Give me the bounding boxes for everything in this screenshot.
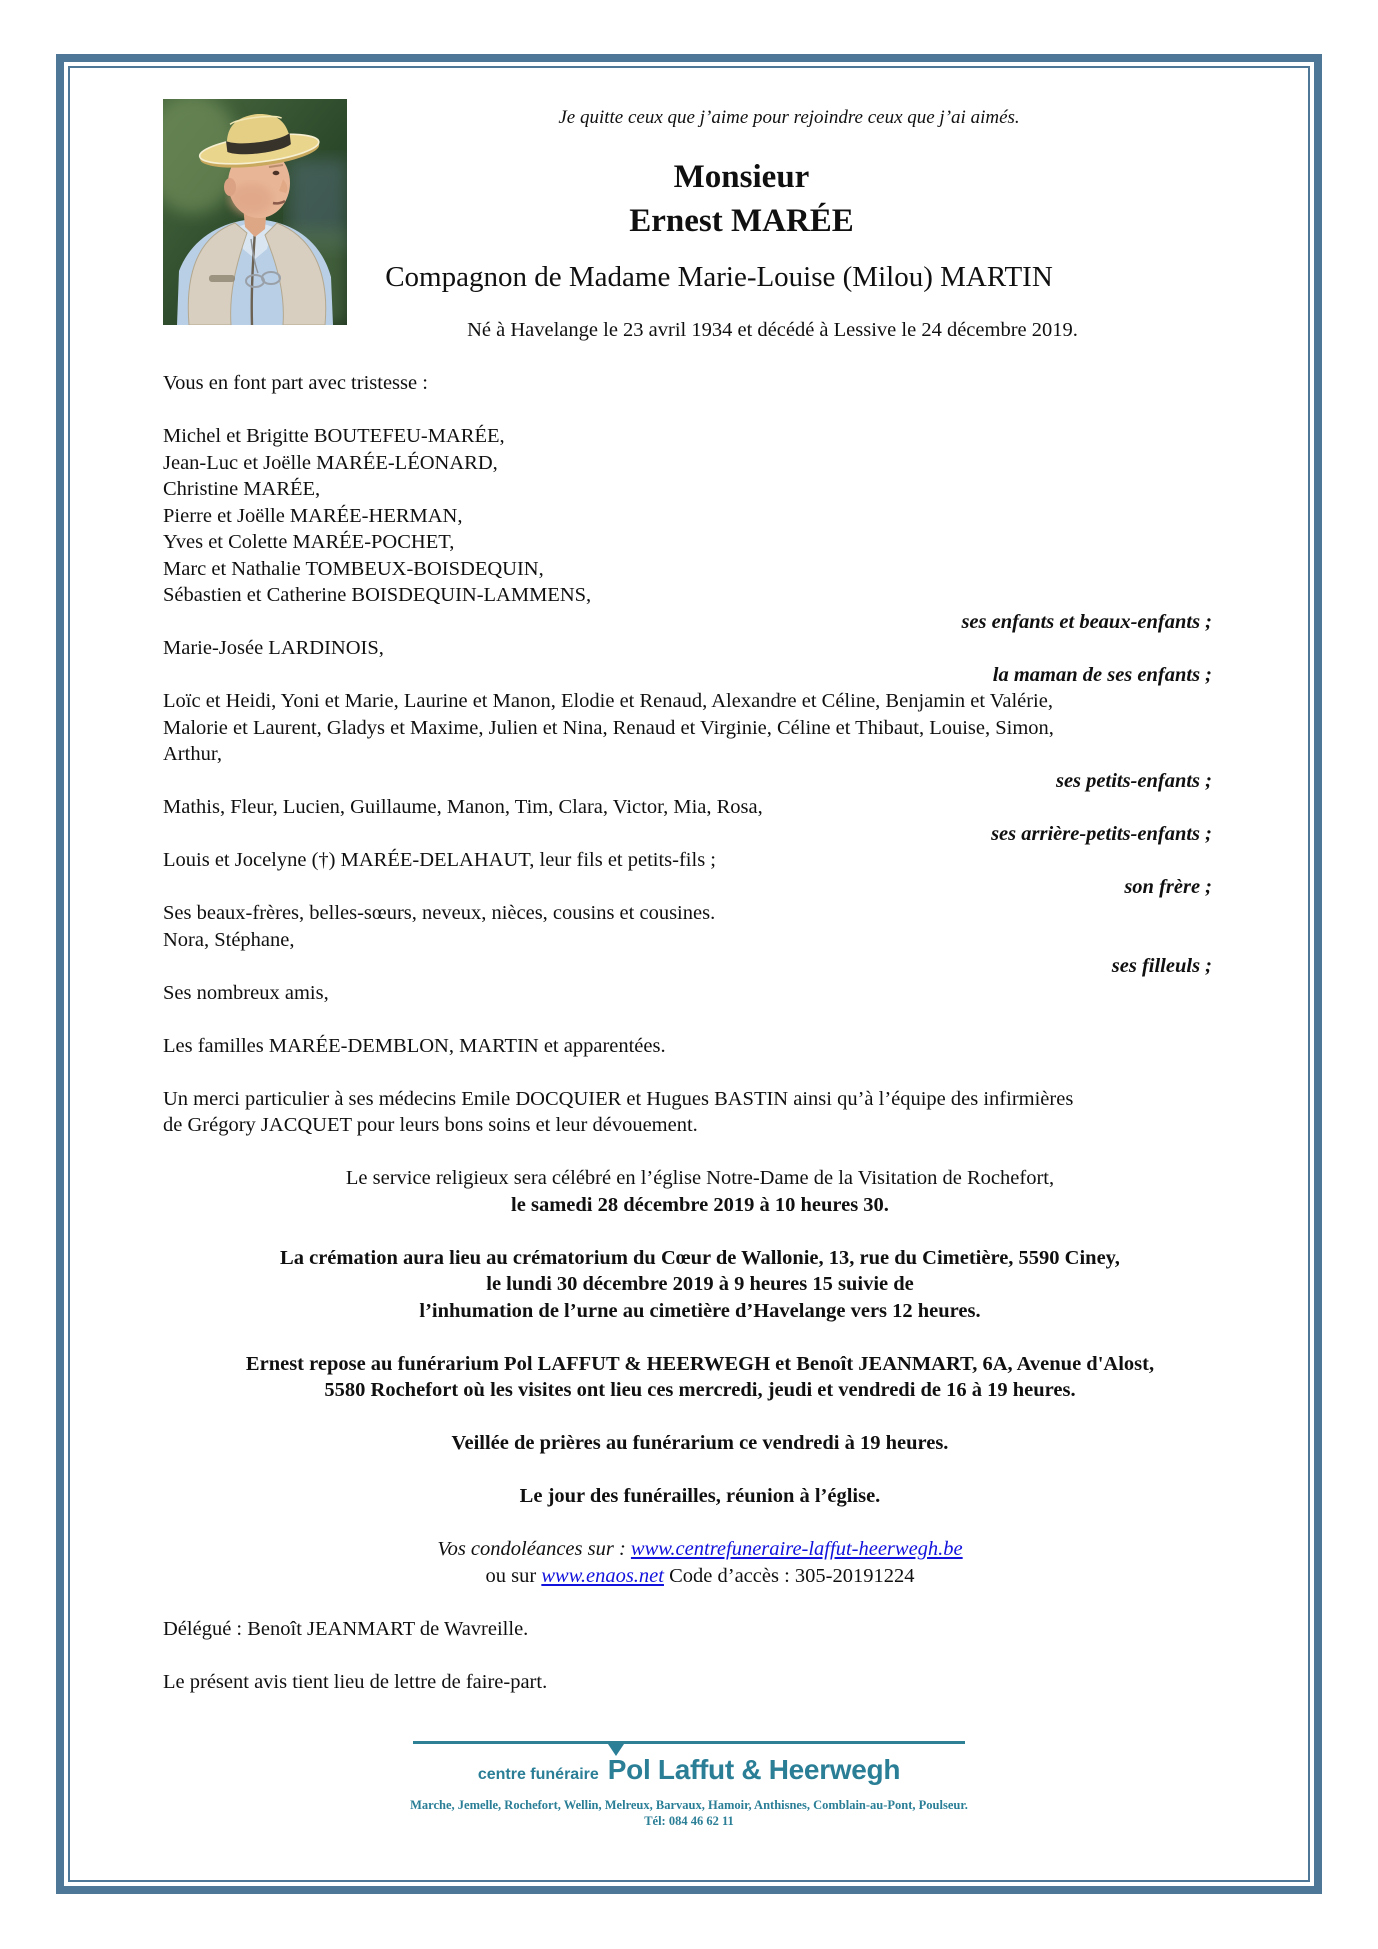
announcement-line: Un merci particulier à ses médecins Emile DOCQUIER et Hugues BASTIN ainsi qu’à l’équipe des infirmières bbox=[163, 1087, 1074, 1110]
announcement-line: Marie-Josée LARDINOIS, bbox=[163, 637, 384, 659]
funeral-home-logo bbox=[70, 1753, 1308, 1792]
spacer-line bbox=[163, 1510, 1212, 1537]
page-border-inner-line bbox=[68, 66, 1310, 1882]
announcement-line: Pierre et Joëlle MARÉE-HERMAN, bbox=[163, 504, 463, 527]
relation-label-line: la maman de ses enfants ; bbox=[992, 663, 1212, 686]
spacer-line bbox=[163, 1139, 1212, 1166]
condolence-text: Code d’accès : 305-20191224 bbox=[663, 1564, 915, 1587]
announcement-line: Malorie et Laurent, Gladys et Maxime, Julien et Nina, Renaud et Virginie, Céline et Thibaut, Louise, Simon, bbox=[163, 716, 1054, 739]
spacer-line bbox=[163, 1642, 1212, 1669]
ceremony-line: le lundi 30 décembre 2019 à 9 heures 15 suivie de bbox=[486, 1273, 914, 1295]
announcement-line: Les familles MARÉE-DEMBLON, MARTIN et apparentées. bbox=[163, 1034, 666, 1057]
announcement-line: Christine MARÉE, bbox=[163, 478, 321, 500]
spacer-line bbox=[163, 1457, 1212, 1484]
announcement-line: Délégué : Benoît JEANMART de Wavreille. bbox=[163, 1617, 529, 1640]
ceremony-line: 5580 Rochefort où les visites ont lieu ces mercredi, jeudi et vendredi de 16 à 19 heures. bbox=[324, 1379, 1076, 1401]
spacer-line bbox=[163, 397, 1212, 424]
spacer-line bbox=[163, 1218, 1212, 1245]
brand-name-text: Pol Laffut & Heerwegh bbox=[607, 1754, 901, 1785]
condolence-text: ou sur bbox=[485, 1564, 542, 1587]
announcement-line: Sébastien et Catherine BOISDEQUIN-LAMMENS, bbox=[163, 584, 592, 606]
relation-label-line: ses enfants et beaux-enfants ; bbox=[961, 610, 1212, 633]
spacer-line bbox=[163, 1059, 1212, 1086]
brand-name bbox=[608, 1753, 900, 1787]
announcement-line: Mathis, Fleur, Lucien, Guillaume, Manon, Tim, Clara, Victor, Mia, Rosa, bbox=[163, 796, 763, 818]
page-border-frame bbox=[56, 54, 1322, 1894]
announcement-line: Le présent avis tient lieu de lettre de faire-part. bbox=[163, 1670, 548, 1693]
ceremony-line: La crémation aura lieu au crématorium du Cœur de Wallonie, 13, rue du Cimetière, 5590 Ciney, bbox=[280, 1246, 1120, 1269]
condolence-link[interactable]: www.enaos.net bbox=[541, 1564, 664, 1587]
spacer-line bbox=[163, 1006, 1212, 1033]
footer-divider-line bbox=[413, 1741, 965, 1744]
deceased-name: Ernest MARÉE bbox=[629, 203, 854, 239]
spacer-line bbox=[163, 1589, 1212, 1616]
brand-phone: Tél: 084 46 62 11 bbox=[644, 1814, 734, 1828]
announcement-line: Vous en font part avec tristesse : bbox=[163, 372, 428, 394]
portrait-photo-image bbox=[163, 99, 347, 325]
announcement-line: de Grégory JACQUET pour leurs bons soins et leur dévouement. bbox=[163, 1114, 698, 1136]
spacer-line bbox=[163, 1324, 1212, 1351]
announcement-line: Nora, Stéphane, bbox=[163, 928, 295, 951]
deceased-title: Monsieur bbox=[673, 159, 810, 195]
announcement-line: Loïc et Heidi, Yoni et Marie, Laurine et Manon, Elodie et Renaud, Alexandre et Céline, Benjamin et Valérie, bbox=[163, 690, 1053, 712]
relation-label-line: ses filleuls ; bbox=[1111, 955, 1212, 977]
obituary-page bbox=[70, 68, 1308, 1880]
ceremony-line: Le jour des funérailles, réunion à l’église. bbox=[519, 1485, 881, 1507]
condolence-text: Vos condoléances sur : bbox=[437, 1538, 631, 1560]
announcement-line: Arthur, bbox=[163, 743, 222, 765]
brand-small-label: centre funéraire bbox=[477, 1766, 599, 1783]
life-dates-line: Né à Havelange le 23 avril 1934 et décédé à Lessive le 24 décembre 2019. bbox=[467, 319, 1078, 341]
announcement-body bbox=[163, 317, 1212, 1695]
ceremony-line: Ernest repose au funérarium Pol LAFFUT & HEERWEGH et Benoît JEANMART, 6A, Avenue d'Alost, bbox=[245, 1352, 1155, 1375]
ceremony-line: l’inhumation de l’urne au cimetière d’Havelange vers 12 heures. bbox=[419, 1299, 981, 1322]
announcement-line: Michel et Brigitte BOUTEFEU-MARÉE, bbox=[163, 425, 505, 447]
announcement-line: Marc et Nathalie TOMBEUX-BOISDEQUIN, bbox=[163, 557, 544, 580]
announcement-line: Jean-Luc et Joëlle MARÉE-LÉONARD, bbox=[163, 451, 498, 474]
condolence-line bbox=[163, 1563, 1212, 1590]
ceremony-line: Le service religieux sera célébré en l’église Notre-Dame de la Visitation de Rochefort, bbox=[345, 1167, 1055, 1189]
announcement-line: Louis et Jocelyne (†) MARÉE-DELAHAUT, leur fils et petits-fils ; bbox=[163, 849, 716, 871]
condolence-link[interactable]: www.centrefuneraire-laffut-heerwegh.be bbox=[630, 1538, 963, 1560]
epigraph: Je quitte ceux que j’aime pour rejoindre ceux que j’ai aimés. bbox=[558, 107, 1020, 128]
portrait-photo bbox=[163, 99, 347, 325]
brand-locations: Marche, Jemelle, Rochefort, Wellin, Melreux, Barvaux, Hamoir, Anthisnes, Comblain-au-Pont, Poulseur. bbox=[410, 1798, 968, 1812]
ceremony-line: le samedi 28 décembre 2019 à 10 heures 30. bbox=[511, 1193, 889, 1216]
spacer-line bbox=[163, 344, 1212, 371]
relation-label-line: son frère ; bbox=[1124, 875, 1212, 898]
brand-triangle-icon bbox=[608, 1744, 624, 1756]
condolence-line bbox=[163, 1536, 1212, 1563]
announcement-line: Ses nombreux amis, bbox=[163, 981, 329, 1004]
spacer-line bbox=[163, 1404, 1212, 1431]
ceremony-line: Veillée de prières au funérarium ce vendredi à 19 heures. bbox=[451, 1432, 949, 1454]
relation-label-line: ses petits-enfants ; bbox=[1055, 769, 1212, 792]
relation-label-line: ses arrière-petits-enfants ; bbox=[991, 822, 1212, 845]
deceased-relation: Compagnon de Madame Marie-Louise (Milou) MARTIN bbox=[385, 261, 1053, 293]
announcement-line: Ses beaux-frères, belles-sœurs, neveux, nièces, cousins et cousines. bbox=[163, 902, 716, 924]
announcement-line: Yves et Colette MARÉE-POCHET, bbox=[163, 531, 455, 553]
